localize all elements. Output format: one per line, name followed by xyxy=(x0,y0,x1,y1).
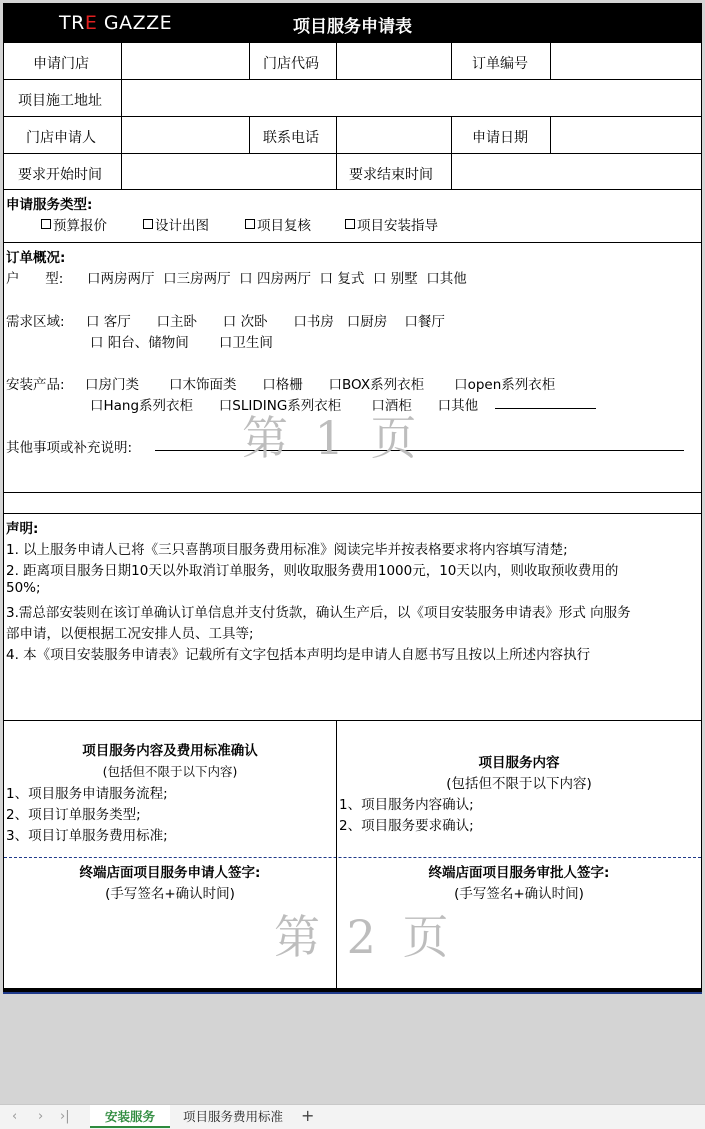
applicant-field[interactable] xyxy=(122,117,249,153)
product-label: 安装产品: xyxy=(6,377,65,393)
label-address: 项目施工地址 xyxy=(18,93,102,109)
checkbox-icon[interactable] xyxy=(245,219,255,229)
brand-logo: TRE GAZZE xyxy=(59,12,173,34)
option-budget-quote[interactable]: 预算报价 xyxy=(41,214,107,234)
confirm-left-item-1: 1、项目服务申请服务流程; xyxy=(6,786,168,802)
approver-signature-subtitle: (手写签名+确认时间) xyxy=(454,886,584,902)
label-applicant: 门店申请人 xyxy=(26,130,96,146)
product-options-line1[interactable]: 口房门类 口木饰面类 口格栅 口BOX系列衣柜 口open系列衣柜 xyxy=(85,377,556,393)
label-end-time: 要求结束时间 xyxy=(349,167,433,183)
label-store: 申请门店 xyxy=(33,56,89,72)
statement-line-2: 2. 距离项目服务日期10天以外取消订单服务，则收取服务费用1000元，10天以内，则收取预收费用的 xyxy=(6,563,619,579)
other-notes-label: 其他事项或补充说明: xyxy=(6,440,133,456)
start-time-field[interactable] xyxy=(122,154,336,189)
phone-field[interactable] xyxy=(337,117,451,153)
form-header xyxy=(4,4,701,43)
statement-line-3: 3.需总部安装则在该订单确认订单信息并支付货款，确认生产后，以《项目安装服务申请表》形式 向服务 xyxy=(6,605,631,621)
statement-line-1: 1. 以上服务申请人已将《三只喜鹊项目服务费用标准》阅读完毕并按表格要求将内容填写清楚; xyxy=(6,542,568,558)
label-store-code: 门店代码 xyxy=(263,56,319,72)
sheet-tab-bar xyxy=(0,1104,705,1129)
form-title: 项目服务申请表 xyxy=(293,17,412,37)
end-time-field[interactable] xyxy=(452,154,701,189)
applicant-signature-subtitle: (手写签名+确认时间) xyxy=(105,886,235,902)
label-start-time: 要求开始时间 xyxy=(18,167,102,183)
last-sheet-icon[interactable]: ›| xyxy=(60,1109,70,1124)
checkbox-icon[interactable] xyxy=(41,219,51,229)
checkbox-icon[interactable] xyxy=(345,219,355,229)
confirm-right-item-2: 2、项目服务要求确认; xyxy=(339,818,474,834)
product-options-line2[interactable]: 口Hang系列衣柜 口SLIDING系列衣柜 口酒柜 口其他 xyxy=(90,398,479,414)
applicant-signature-title: 终端店面项目服务申请人签字: xyxy=(79,865,261,881)
confirm-right-item-1: 1、项目服务内容确认; xyxy=(339,797,474,813)
area-label: 需求区域: xyxy=(6,314,65,330)
statement-label: 声明: xyxy=(6,521,39,537)
address-field[interactable] xyxy=(122,80,701,116)
confirm-right-title: 项目服务内容 xyxy=(478,755,560,771)
tab-install-service[interactable]: 安装服务 xyxy=(90,1105,170,1128)
other-product-underline[interactable] xyxy=(495,408,596,409)
label-phone: 联系电话 xyxy=(263,130,319,146)
approver-signature-title: 终端店面项目服务审批人签字: xyxy=(428,865,610,881)
store-field[interactable] xyxy=(122,44,249,79)
statement-line-3b: 部申请，以便根据工况安排人员、工具等; xyxy=(6,626,254,642)
confirm-left-subtitle: (包括但不限于以下内容) xyxy=(102,764,238,779)
service-type-label: 申请服务类型: xyxy=(6,197,93,213)
confirm-left-title: 项目服务内容及费用标准确认 xyxy=(82,743,258,759)
house-type-options[interactable]: 口两房两厅 口三房两厅 口 四房两厅 口 复式 口 别墅 口其他 xyxy=(87,271,467,287)
confirm-left-item-2: 2、项目订单服务类型; xyxy=(6,807,141,823)
label-order-no: 订单编号 xyxy=(472,56,528,72)
confirm-left-item-3: 3、项目订单服务费用标准; xyxy=(6,828,168,844)
statement-line-4: 4. 本《项目安装服务申请表》记载所有文字包括本声明均是申请人自愿书写且按以上所述内容执行 xyxy=(6,647,591,663)
overview-label: 订单概况: xyxy=(6,250,66,266)
page-watermark-2: 第 2 页 xyxy=(274,910,455,964)
area-options-line1[interactable]: 口 客厅 口主卧 口 次卧 口书房 口厨房 口餐厅 xyxy=(86,314,445,330)
add-sheet-icon[interactable]: + xyxy=(301,1106,315,1125)
area-options-line2[interactable]: 口 阳台、储物间 口卫生间 xyxy=(90,335,273,351)
form-sheet xyxy=(3,3,702,993)
apply-date-field[interactable] xyxy=(551,117,701,153)
page-watermark-1: 第 1 页 xyxy=(242,411,423,465)
label-apply-date: 申请日期 xyxy=(472,130,528,146)
order-no-field[interactable] xyxy=(551,44,701,79)
option-design-drawing[interactable]: 设计出图 xyxy=(143,214,209,234)
house-type-label: 户 型: xyxy=(6,271,64,287)
page-break-line xyxy=(3,992,702,994)
confirm-right-subtitle: (包括但不限于以下内容) xyxy=(446,776,592,792)
store-code-field[interactable] xyxy=(337,44,451,79)
option-project-review[interactable]: 项目复核 xyxy=(245,214,311,234)
option-install-guidance[interactable]: 项目安装指导 xyxy=(345,214,438,234)
statement-line-2b: 50%; xyxy=(6,580,41,596)
prev-sheet-icon[interactable]: ‹ xyxy=(12,1109,18,1124)
tab-service-fee-standard[interactable]: 项目服务费用标准 xyxy=(182,1109,283,1124)
checkbox-icon[interactable] xyxy=(143,219,153,229)
next-sheet-icon[interactable]: › xyxy=(38,1109,44,1124)
